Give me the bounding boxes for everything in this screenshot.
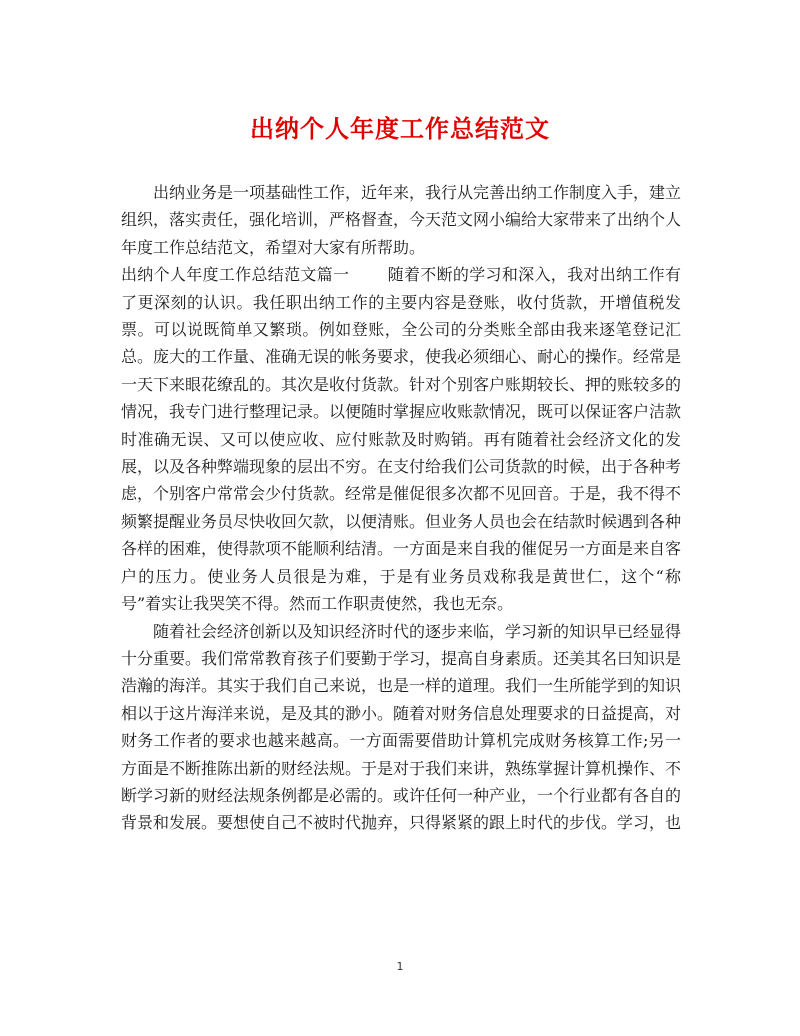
document-title: 出纳个人年度工作总结范文 <box>250 114 550 143</box>
section-heading: 出纳个人年度工作总结范文篇一 <box>121 265 350 285</box>
paragraph-1: 随着不断的学习和深入，我对出纳工作有了更深刻的认识。我任职出纳工作的主要内容是登账，收付货款，开增值税发票。可以说既简单又繁琐。例如登账，全公司的分类账全部由我来逐笔登记汇总。庞大的工作量、准确无误的帐务要求，使我必须细心、耐心的操作。经常是一天下来眼花缭乱的。其次是收付货款。针对个别客户账期较长、押的账较多的情况，我专门进行整理记录。以便随时掌握应收账款情况，既可以保证客户洁款时准确无误、又可以使应收、应付账款及时购销。再有随着社会经济文化的发展，以及各种弊端现象的层出不穷。在支付给我们公司货款的时候，出于各种考虑，个别客户常常会少付货款。经常是催促很多次都不见回音。于是，我不得不频繁提醒业务员尽快收回欠款，以便清账。但业务人员也会在结款时候遇到各种各样的困难，使得款项不能顺利结清。一方面是来自我的催促另一方面是来自客户的压力。使业务人员很是为难，于是有业务员戏称我是黄世仁，这个“称号”着实让我哭笑不得。然而工作职责使然，我也无奈。 <box>121 265 682 614</box>
page-number: 1 <box>396 960 404 973</box>
document-body <box>121 179 681 837</box>
paragraph-2: 随着社会经济创新以及知识经济时代的逐步来临，学习新的知识早已经显得十分重要。我们常常教育孩子们要勤于学习，提高自身素质。还美其名曰知识是浩瀚的海洋。其实于我们自己来说，也是一样的道理。我们一生所能学到的知识相以于这片海洋来说，是及其的渺小。随着对财务信息处理要求的日益提高，对财务工作者的要求也越来越高。一方面需要借助计算机完成财务核算工作;另一方面是不断推陈出新的财经法规。于是对于我们来讲，熟练掌握计算机操作、不断学习新的财经法规条例都是必需的。或许任何一种产业，一个行业都有各自的背景和发展。要想使自己不被时代抛弃，只得紧紧的跟上时代的步伐。学习，也 <box>121 621 682 833</box>
section-paragraph <box>121 261 681 617</box>
intro-paragraph: 出纳业务是一项基础性工作，近年来，我行从完善出纳工作制度入手，建立组织，落实责任，强化培训，严格督查，今天范文网小编给大家带来了出纳个人年度工作总结范文，希望对大家有所帮助。 <box>121 183 682 257</box>
